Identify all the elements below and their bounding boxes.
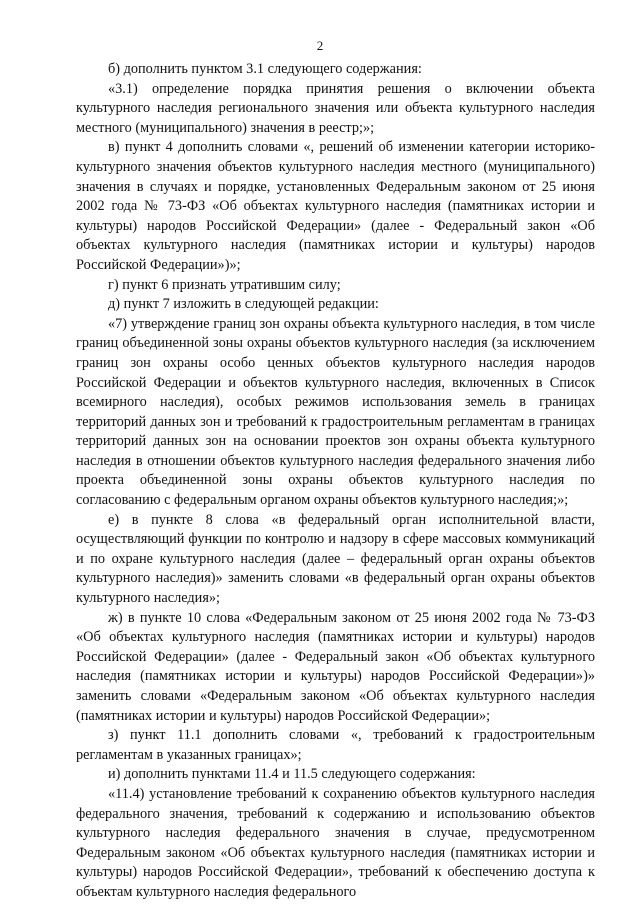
paragraph: е) в пункте 8 слова «в федеральный орган исполнительной власти, осуществляющий функции по контролю и надзору в сфере массовых коммуникаций и по охране культурного наследия (далее – федеральный орган охраны объектов культурного наследия)» заменить словами «в федеральный орган охраны объектов культурного наследия»; (76, 511, 595, 607)
paragraph: «7) утверждение границ зон охраны объекта культурного наследия, в том числе границ объединенной зоны охраны объектов культурного наследия (за исключением границ зон охраны особо ценных объектов культурного наследия народов Российской Федерации и объектов культурного наследия, включенных в Список всемирного наследия), особых режимов использования земель в границах территорий данных зон и требований к градостроительным регламентам в границах территорий данных зон на основании проектов зон охраны объекта культурного наследия в отношении объектов культурного наследия федерального значения либо проекта объединенной зоны охраны объектов культурного наследия по согласованию с федеральным органом охраны объектов культурного наследия;»; (76, 315, 595, 509)
paragraph: б) дополнить пунктом 3.1 следующего содержания: (108, 61, 422, 77)
paragraph: ж) в пункте 10 слова «Федеральным законом от 25 июня 2002 года № 73-ФЗ «Об объектах культурного наследия (памятниках истории и культуры) народов Российской Федерации» (далее - Федеральный закон «Об объектах культурного наследия (памятниках истории и культуры) народов Российской Федерации»)» заменить словами «Федеральным законом «Об объектах культурного наследия (памятниках истории и культуры) народов Российской Федерации»; (76, 609, 595, 724)
paragraph: з) пункт 11.1 дополнить словами «, требований к градостроительным регламентам в указанных границах»; (76, 727, 595, 763)
paragraph: «3.1) определение порядка принятия решения о включении объекта культурного наследия регионального значения или объекта культурного наследия местного (муниципального) значения в реестр;»; (76, 80, 595, 136)
paragraph: и) дополнить пунктами 11.4 и 11.5 следующего содержания: (108, 766, 476, 783)
paragraph: г) пункт 6 признать утратившим силу; (108, 276, 341, 293)
paragraph: д) пункт 7 изложить в следующей редакции: (108, 296, 379, 313)
paragraph: «11.4) установление требований к сохранению объектов культурного наследия федерального значения, требований к содержанию и использованию объектов культурного наследия федерального значения в случае, предусмотренном Федеральным законом «Об объектах культурного наследия (памятниках истории и культуры) народов Российской Федерации», требований к обеспечению доступа к объектам культурного наследия федерального (76, 785, 595, 900)
paragraph: в) пункт 4 дополнить словами «, решений об изменении категории историко-культурного значения объектов культурного наследия местного (муниципального) значения в случаях и порядке, установленных Федеральным законом от 25 июня 2002 года № 73-ФЗ «Об объектах культурного наследия (памятниках истории и культуры) народов Российской Федерации» (далее - Федеральный закон «Об объектах культурного наследия (памятниках истории и культуры) народов Российской Федерации»)»; (76, 139, 595, 273)
document-body (76, 60, 595, 903)
page-number: 2 (316, 38, 324, 53)
